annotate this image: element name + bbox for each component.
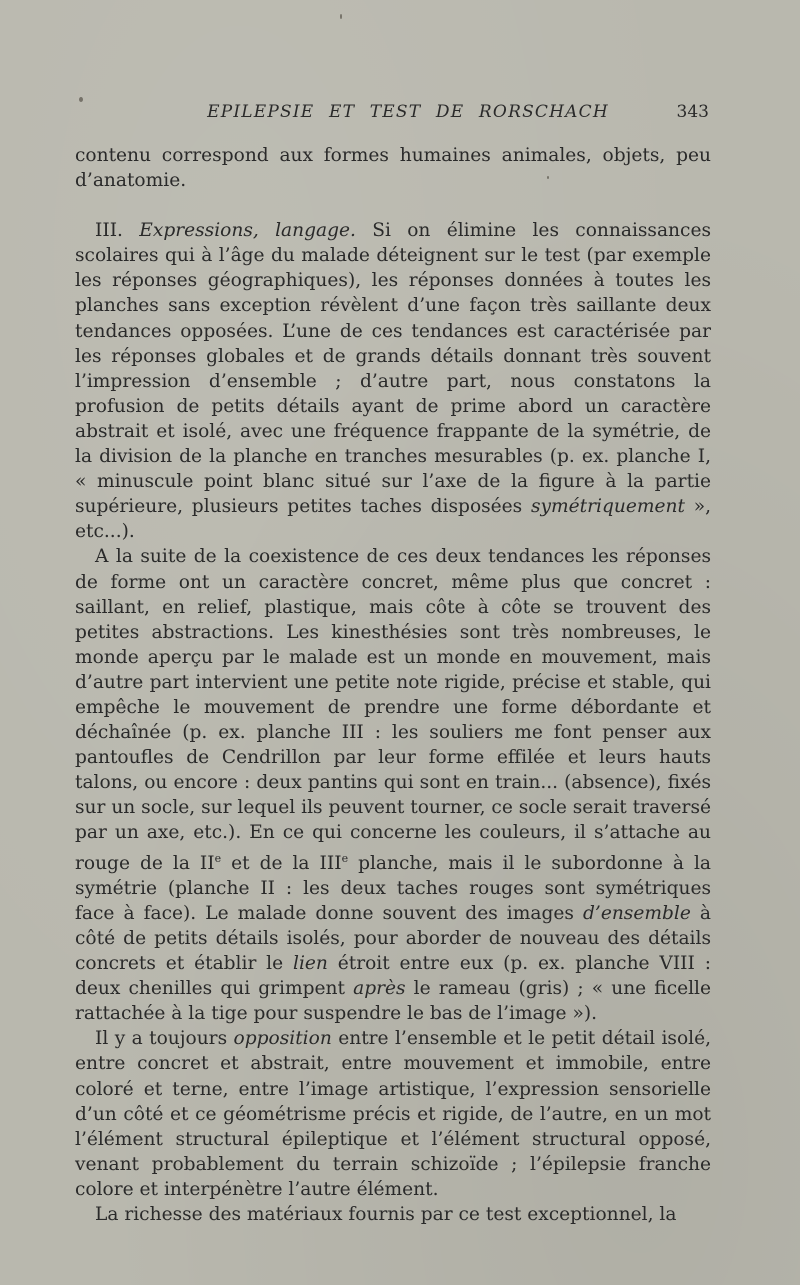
paragraph-text: à côté de petits détails isolés, pour aborder de nouveau des détails concrets et établir le — [75, 902, 712, 975]
running-title: EPILEPSIE ET TEST DE RORSCHACH — [207, 102, 609, 122]
paragraph-text: et de la III — [221, 852, 342, 874]
section-iii-paragraph — [75, 218, 711, 544]
section-heading: Expressions, langage. — [139, 220, 356, 242]
emphasis-text: après — [353, 978, 406, 1000]
emphasis-text: symétriquement — [531, 496, 685, 518]
paragraph — [75, 544, 711, 1026]
paragraph-text: entre l’ensemble et le petit détail isolé, entre concret et abstrait, entre mouvement et immobile, entre coloré et terne, entre l’image artistique, l’expression sensorielle d’un côté et ce géométrisme précis et rigide, de l’autre, en un mot l’élément structural épileptique et l’élément structural opposé, venant probablement du terrain schizoïde ; l’épilepsie franche colore et interpénètre l’autre élément. — [75, 1028, 711, 1200]
ink-speck — [340, 14, 342, 19]
page-number: 343 — [676, 102, 709, 122]
paragraph — [75, 1026, 711, 1202]
superscript: e — [341, 851, 349, 865]
paragraph-text: », etc...). — [75, 496, 712, 543]
paragraph-text: A la suite de la coexistence de ces deux tendances les réponses de forme ont un caractère concret, même plus que concret : saillant, en relief, plastique, mais côte à côte se trouvent des petites abstractions. Les kinesthésies sont très nombreuses, le monde aperçu par le malade est un monde en mouvement, mais d’autre part intervient une petite note rigide, précise et stable, qui empêche le mouvement de prendre une forme débordante et déchaînée (p. ex. planche III : les souliers me font penser aux pantoufles de Cendrillon par leur forme effilée et leurs hauts talons, ou encore : deux pantins qui sont en train... (absence), fixés sur un socle, sur lequel ils peuvent tourner, ce socle serait traversé par un axe, etc.). En ce qui concerne les couleurs, il s’attache au rouge de la II — [75, 546, 711, 874]
emphasis-text: d’ensemble — [583, 902, 691, 924]
paragraph-text: le rameau (gris) ; « une ficelle rattachée à la tige pour suspendre le bas de l’image »). — [75, 978, 712, 1025]
paragraph-text: Si on élimine les connaissances scolaires qui à l’âge du malade déteignent sur le test (par exemple les réponses géographiques), les réponses données à toutes les planches sans exception révèlent d’une façon très saillante deux tendances opposées. L’une de ces tendances est caractérisée par les réponses globales et de grands détails donnant très souvent l’impression d’ensemble ; d’autre part, nous constatons la profusion de petits détails ayant de prime abord un caractère abstrait et isolé, avec une fréquence frappante de la symétrie, de la division de la planche en tranches mesurables (p. ex. planche I, « minuscule point blanc situé sur l’axe de la figure à la partie supérieure, plusieurs petites taches disposées — [75, 220, 711, 518]
paragraph-continuation: contenu correspond aux formes humaines animales, objets, peu d’anatomie. — [75, 145, 711, 192]
paragraph-text: Il y a toujours — [95, 1028, 234, 1050]
paragraph-text: étroit entre eux (p. ex. planche VIII : deux chenilles qui grimpent — [75, 953, 711, 1000]
superscript: e — [214, 851, 222, 865]
paragraph-text: planche, mais il le subordonne à la symétrie (planche II : les deux taches rouges sont symétriques face à face). Le malade donne souvent des images — [75, 852, 712, 924]
emphasis-text: opposition — [233, 1028, 332, 1050]
emphasis-text: lien — [293, 953, 328, 975]
body-text — [75, 143, 711, 1227]
paragraph: La richesse des matériaux fournis par ce test exceptionnel, la — [95, 1204, 677, 1226]
page-header — [75, 102, 711, 128]
section-number: III. — [95, 220, 123, 242]
